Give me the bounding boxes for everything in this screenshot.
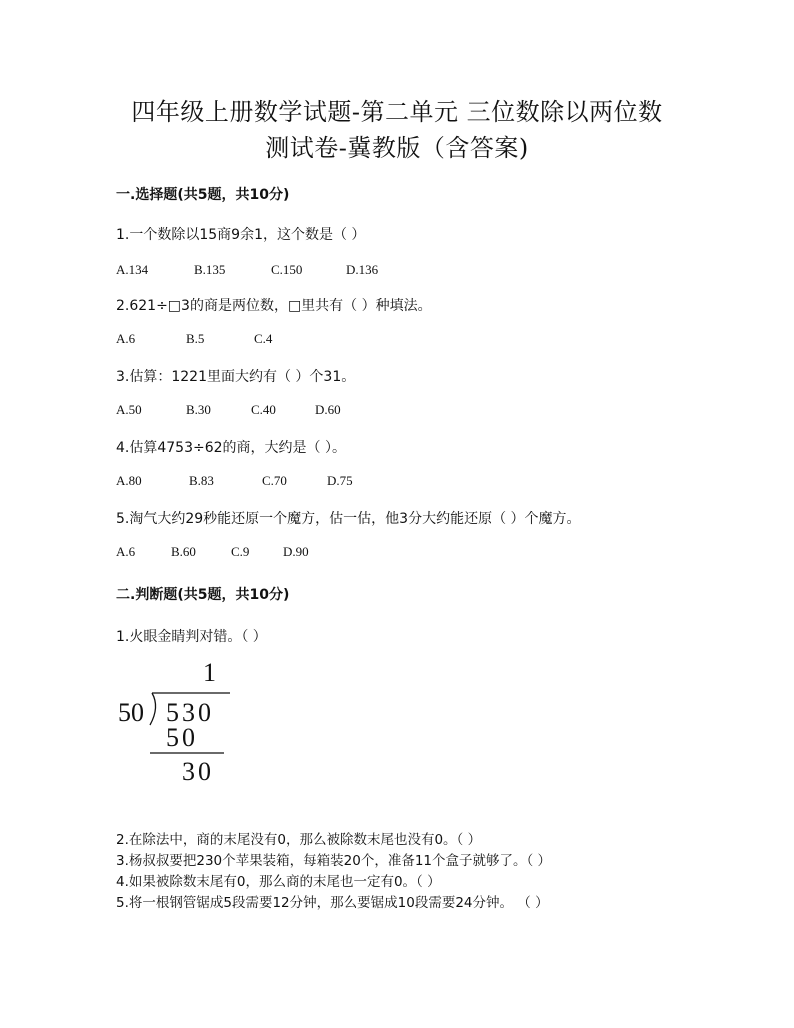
question-5: 5.淘气大约29秒能还原一个魔方，估一估，他3分大约能还原（ ）个魔方。 — [116, 511, 581, 527]
option-b: B.30 — [186, 402, 211, 417]
option-d: D.75 — [327, 473, 353, 488]
option-a: A.6 — [116, 331, 136, 346]
option-c: C.150 — [271, 262, 303, 277]
option-b: B.135 — [194, 262, 226, 277]
option-b: B.5 — [186, 331, 205, 346]
division-dividend: 530 — [166, 698, 214, 727]
option-c: C.40 — [251, 402, 276, 417]
section2-heading: 二.判断题(共5题，共10分) — [116, 587, 290, 603]
judge-question-2: 2.在除法中，商的末尾没有0，那么被除数末尾也没有0。（ ） — [116, 832, 482, 848]
document-title-line2: 测试卷-冀教版（含答案) — [265, 134, 529, 162]
question-2: 2.621÷□3的商是两位数，□里共有（ ）种填法。 — [116, 298, 432, 314]
option-a: A.6 — [116, 544, 136, 559]
judge-question-1: 1.火眼金睛判对错。（ ） — [116, 629, 267, 645]
option-a: A.50 — [116, 402, 142, 417]
judge-question-3: 3.杨叔叔要把230个苹果装箱，每箱装20个，准备11个盒子就够了。（ ） — [116, 853, 552, 869]
option-a: A.80 — [116, 473, 142, 488]
option-d: D.60 — [315, 402, 341, 417]
option-a: A.134 — [116, 262, 149, 277]
option-c: C.4 — [254, 331, 273, 346]
judge-question-5: 5.将一根钢管锯成5段需要12分钟，那么要锯成10段需要24分钟。 （ ） — [116, 895, 549, 911]
division-bracket — [150, 693, 156, 725]
question-1: 1.一个数除以15商9余1，这个数是（ ） — [116, 227, 366, 243]
long-division-figure — [110, 655, 250, 790]
division-divisor: 50 — [118, 698, 144, 727]
option-d: D.136 — [346, 262, 379, 277]
option-d: D.90 — [283, 544, 309, 559]
option-c: C.70 — [262, 473, 287, 488]
option-c: C.9 — [231, 544, 250, 559]
question-4: 4.估算4753÷62的商，大约是（ ）。 — [116, 440, 346, 456]
option-b: B.60 — [171, 544, 196, 559]
division-remainder: 30 — [182, 757, 214, 786]
option-b: B.83 — [189, 473, 214, 488]
judge-question-4: 4.如果被除数末尾有0，那么商的末尾也一定有0。（ ） — [116, 874, 441, 890]
division-product: 50 — [166, 723, 198, 752]
question-3: 3.估算：1221里面大约有（ ）个31。 — [116, 369, 356, 385]
division-quotient: 1 — [203, 658, 216, 687]
section1-heading: 一.选择题(共5题，共10分) — [116, 187, 290, 203]
document-title-line1: 四年级上册数学试题-第二单元 三位数除以两位数 — [131, 98, 663, 126]
